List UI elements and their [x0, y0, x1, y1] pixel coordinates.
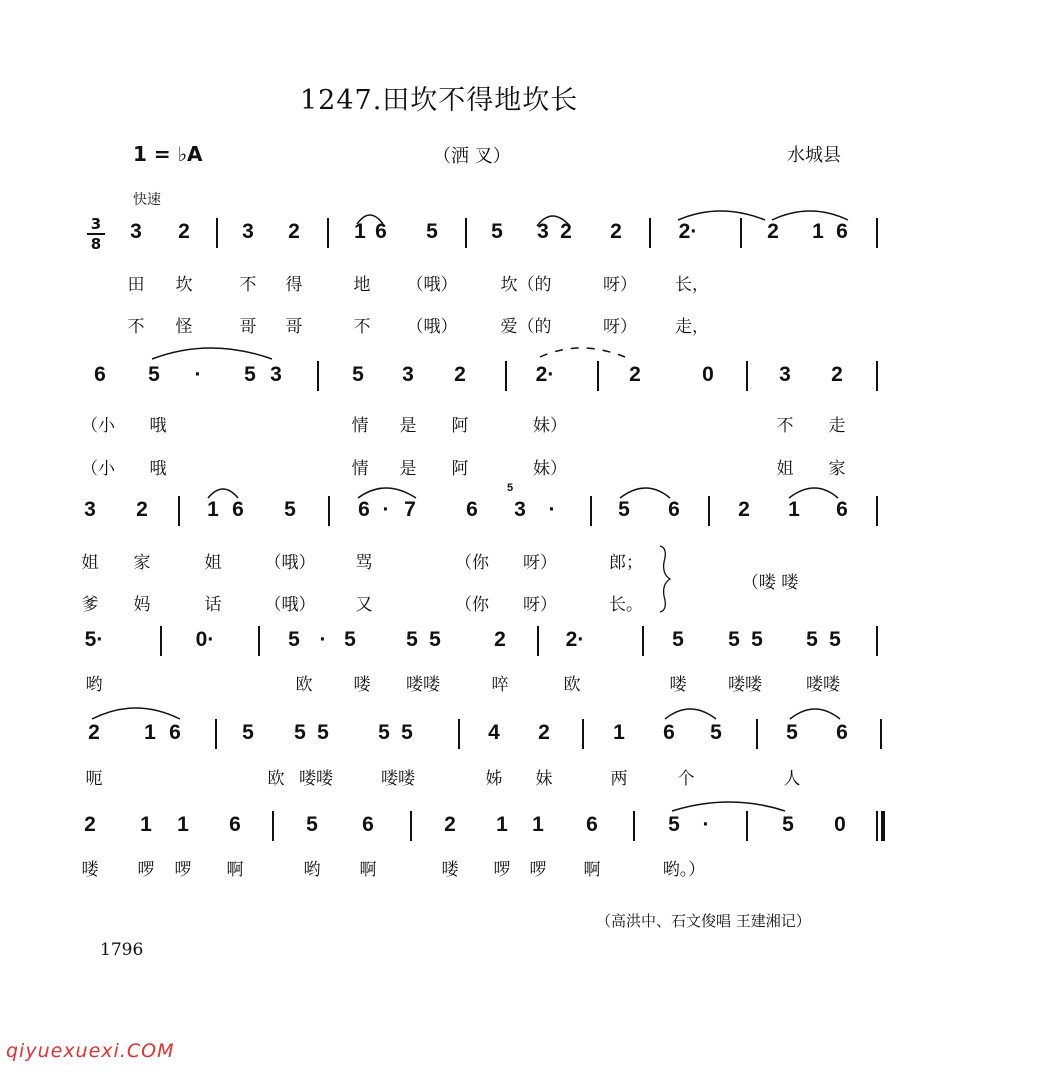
barline: [410, 811, 412, 841]
note: 5: [829, 628, 841, 651]
note: 1: [177, 813, 189, 836]
barline: [746, 361, 748, 391]
notation-line: [80, 713, 900, 753]
note: 5: [294, 721, 306, 744]
barline: [215, 719, 217, 749]
lyric-line-1: [80, 670, 900, 696]
barline: [756, 719, 758, 749]
note: 6: [836, 498, 848, 521]
barline: [633, 811, 635, 841]
note: 5: [806, 628, 818, 651]
lyric: 阿: [451, 416, 469, 436]
lyric: 骂: [355, 553, 373, 573]
lyric: 妹: [535, 769, 553, 789]
note: 2: [831, 363, 843, 386]
note: 5: [751, 628, 763, 651]
barline: [597, 361, 599, 391]
lyric: 爱（的: [500, 317, 552, 337]
note: 6: [466, 498, 478, 521]
note: 5: [378, 721, 390, 744]
lyric: 坎: [175, 275, 193, 295]
lyric-line-2: [80, 312, 900, 338]
barline: [642, 626, 644, 656]
lyric: 啐: [491, 675, 509, 695]
lyric-side: [80, 568, 900, 594]
lyric: 得: [285, 275, 303, 295]
note: 2·: [565, 628, 585, 651]
lyric: 话: [204, 595, 222, 615]
lyric: 喽: [353, 675, 371, 695]
lyric: 哟: [303, 860, 321, 880]
note: 6: [836, 721, 848, 744]
lyric: 欧: [295, 675, 313, 695]
barline: [178, 496, 180, 526]
lyric: 田: [127, 275, 145, 295]
lyric: 情: [351, 459, 369, 479]
note: 5: [288, 628, 300, 651]
note: 1: [207, 498, 219, 521]
lyric: 长，: [675, 275, 709, 295]
note: 5: [406, 628, 418, 651]
note: 5: [284, 498, 296, 521]
lyric: 欧: [563, 675, 581, 695]
lyric-line-1: [80, 764, 900, 790]
note: 6: [836, 220, 848, 243]
note: ·: [319, 628, 327, 651]
note: 5: [491, 220, 503, 243]
lyric: 阿: [451, 459, 469, 479]
lyric: 地: [353, 275, 371, 295]
lyric: 喽: [441, 860, 459, 880]
note: 5: [344, 628, 356, 651]
key-signature: 1 = ♭A: [133, 142, 203, 166]
lyric: 妹）: [533, 416, 567, 436]
lyric: 姊: [485, 769, 503, 789]
note: 3: [270, 363, 282, 386]
note: 6: [375, 220, 387, 243]
lyric: 哥: [285, 317, 303, 337]
lyric: 啰: [137, 860, 155, 880]
note: 2: [494, 628, 506, 651]
lyric: （哦）: [264, 553, 316, 573]
lyric: 啰: [493, 860, 511, 880]
note: 3: [402, 363, 414, 386]
note: ·: [382, 498, 390, 521]
lyric: 是: [399, 459, 417, 479]
lyric: 姐: [204, 553, 222, 573]
grace-note: 5: [506, 482, 514, 494]
lyric: 喽喽: [381, 769, 415, 789]
barline: [465, 218, 467, 248]
lyric: 啰: [529, 860, 547, 880]
barline: [590, 496, 592, 526]
note: 5: [429, 628, 441, 651]
note: 5: [317, 721, 329, 744]
note: 1: [354, 220, 366, 243]
lyric: 人: [783, 769, 801, 789]
note: 3: [84, 498, 96, 521]
lyric: 呃: [85, 769, 103, 789]
lyric-line-1: [80, 411, 900, 437]
note: 6: [169, 721, 181, 744]
note: 3: [537, 220, 549, 243]
note: 2: [767, 220, 779, 243]
lyric: 喽: [669, 675, 687, 695]
final-barline-thin: [876, 811, 878, 841]
note: 6: [232, 498, 244, 521]
barline: [746, 811, 748, 841]
note: 2: [454, 363, 466, 386]
note: 0: [702, 363, 714, 386]
note: 6: [663, 721, 675, 744]
lyric-line-1: [80, 855, 900, 881]
note: 5: [782, 813, 794, 836]
time-signature-top: 3: [87, 215, 105, 235]
lyric-line-2: [80, 454, 900, 480]
barline: [876, 496, 878, 526]
lyric: 啰: [174, 860, 192, 880]
lyric: 欧: [267, 769, 285, 789]
note: 2: [136, 498, 148, 521]
note: ·: [548, 498, 556, 521]
lyric: 是: [399, 416, 417, 436]
note: 5: [352, 363, 364, 386]
lyric: 啊: [359, 860, 377, 880]
lyric: 坎（的: [500, 275, 552, 295]
barline: [708, 496, 710, 526]
note: 2: [88, 721, 100, 744]
note: 1: [613, 721, 625, 744]
note: 2: [178, 220, 190, 243]
notation-line: [80, 805, 900, 845]
lyric: 哥: [239, 317, 257, 337]
lyric: 哟。）: [662, 860, 706, 880]
note: 1: [144, 721, 156, 744]
note: 3: [130, 220, 142, 243]
barline: [876, 626, 878, 656]
lyric: 走: [828, 416, 846, 436]
note: 2: [629, 363, 641, 386]
note: 1: [532, 813, 544, 836]
lyric: 啊: [583, 860, 601, 880]
barline: [582, 719, 584, 749]
region-label: 水城县: [787, 145, 841, 166]
lyric: 不: [127, 317, 145, 337]
note: 3: [514, 498, 526, 521]
note: 2: [84, 813, 96, 836]
note: 1: [496, 813, 508, 836]
note: 6: [586, 813, 598, 836]
lyric: 家: [133, 553, 151, 573]
barline: [505, 361, 507, 391]
note: 1: [812, 220, 824, 243]
lyric: 啊: [226, 860, 244, 880]
note: 5: [668, 813, 680, 836]
note: 2: [444, 813, 456, 836]
lyric: 姐: [776, 459, 794, 479]
note: 5: [786, 721, 798, 744]
notation-line: [80, 355, 900, 395]
lyric: 家: [828, 459, 846, 479]
song-title: 1247.田坎不得地坎长: [300, 85, 579, 116]
page-number: 1796: [100, 940, 144, 960]
note: 2: [560, 220, 572, 243]
lyric: 呀）: [603, 317, 637, 337]
barline: [258, 626, 260, 656]
lyric: 姐: [81, 553, 99, 573]
notation-line: [80, 620, 900, 660]
lyric: （哦）: [406, 275, 458, 295]
barline: [327, 218, 329, 248]
lyric: 两: [610, 769, 628, 789]
performer-credit: （高洪中、石文俊唱 王建湘记）: [596, 912, 811, 930]
lyric: 妈: [133, 595, 151, 615]
note: 0: [834, 813, 846, 836]
note: 5: [426, 220, 438, 243]
time-signature-bottom: 8: [90, 235, 102, 253]
lyric: 怪: [175, 317, 193, 337]
lyric: 喽喽: [406, 675, 440, 695]
lyric: 哦: [149, 459, 167, 479]
note: 2: [738, 498, 750, 521]
note: 2: [538, 721, 550, 744]
lyric: 个: [677, 769, 695, 789]
notation-line: [80, 482, 900, 530]
lyric: 长。: [609, 595, 643, 615]
song-subtitle: （洒 叉）: [433, 146, 511, 167]
note: 6: [362, 813, 374, 836]
barline: [876, 361, 878, 391]
barline: [876, 218, 878, 248]
note: 2: [610, 220, 622, 243]
lyric: （小: [81, 416, 115, 436]
note: 5: [618, 498, 630, 521]
barline: [740, 218, 742, 248]
note: 7: [404, 498, 416, 521]
note: ·: [194, 363, 202, 386]
note: 5: [728, 628, 740, 651]
note: 3: [779, 363, 791, 386]
note: 4: [488, 721, 500, 744]
note: 5: [306, 813, 318, 836]
lyric: 喽喽: [806, 675, 840, 695]
note: 2·: [535, 363, 555, 386]
note: 5: [242, 721, 254, 744]
lyric: 情: [351, 416, 369, 436]
barline: [317, 361, 319, 391]
lyric: 不: [239, 275, 257, 295]
notation-line: [80, 212, 900, 252]
lyric: （哦）: [406, 317, 458, 337]
lyric: 爹: [81, 595, 99, 615]
barline: [458, 719, 460, 749]
lyric: 不: [353, 317, 371, 337]
barline: [160, 626, 162, 656]
note: 5·: [84, 628, 104, 651]
note: 3: [242, 220, 254, 243]
barline: [272, 811, 274, 841]
note: ·: [702, 813, 710, 836]
note: 5: [672, 628, 684, 651]
note: 1: [788, 498, 800, 521]
lyric: 呀）: [603, 275, 637, 295]
lyric: （你: [455, 595, 489, 615]
note: 5: [148, 363, 160, 386]
note: 5: [401, 721, 413, 744]
lyric: 哟: [85, 675, 103, 695]
lyric: 又: [355, 595, 373, 615]
lyric: 喽喽: [299, 769, 333, 789]
note: 6: [668, 498, 680, 521]
note: 5: [710, 721, 722, 744]
lyric: 喽: [81, 860, 99, 880]
note: 5: [244, 363, 256, 386]
barline: [328, 496, 330, 526]
lyric: （喽 喽: [741, 573, 799, 593]
barline: [537, 626, 539, 656]
lyric: 呀）: [523, 595, 557, 615]
tempo-marking: 快速: [133, 192, 161, 208]
lyric-line-1: [80, 270, 900, 296]
barline: [649, 218, 651, 248]
lyric: （哦）: [264, 595, 316, 615]
note: 6: [94, 363, 106, 386]
note: 1: [140, 813, 152, 836]
barline: [880, 719, 882, 749]
note: 2·: [678, 220, 698, 243]
note: 0·: [195, 628, 215, 651]
lyric: （小: [81, 459, 115, 479]
lyric: 郎；: [609, 553, 643, 573]
note: 6: [358, 498, 370, 521]
lyric: 喽喽: [728, 675, 762, 695]
final-barline-thick: [881, 811, 885, 841]
barline: [216, 218, 218, 248]
lyric: 妹）: [533, 459, 567, 479]
lyric: （你: [455, 553, 489, 573]
lyric: 不: [776, 416, 794, 436]
lyric: 走，: [675, 317, 709, 337]
lyric: 呀）: [523, 553, 557, 573]
site-watermark: qiyuexuexi.COM: [6, 1040, 175, 1062]
note: 2: [288, 220, 300, 243]
note: 6: [229, 813, 241, 836]
lyric: 哦: [149, 416, 167, 436]
